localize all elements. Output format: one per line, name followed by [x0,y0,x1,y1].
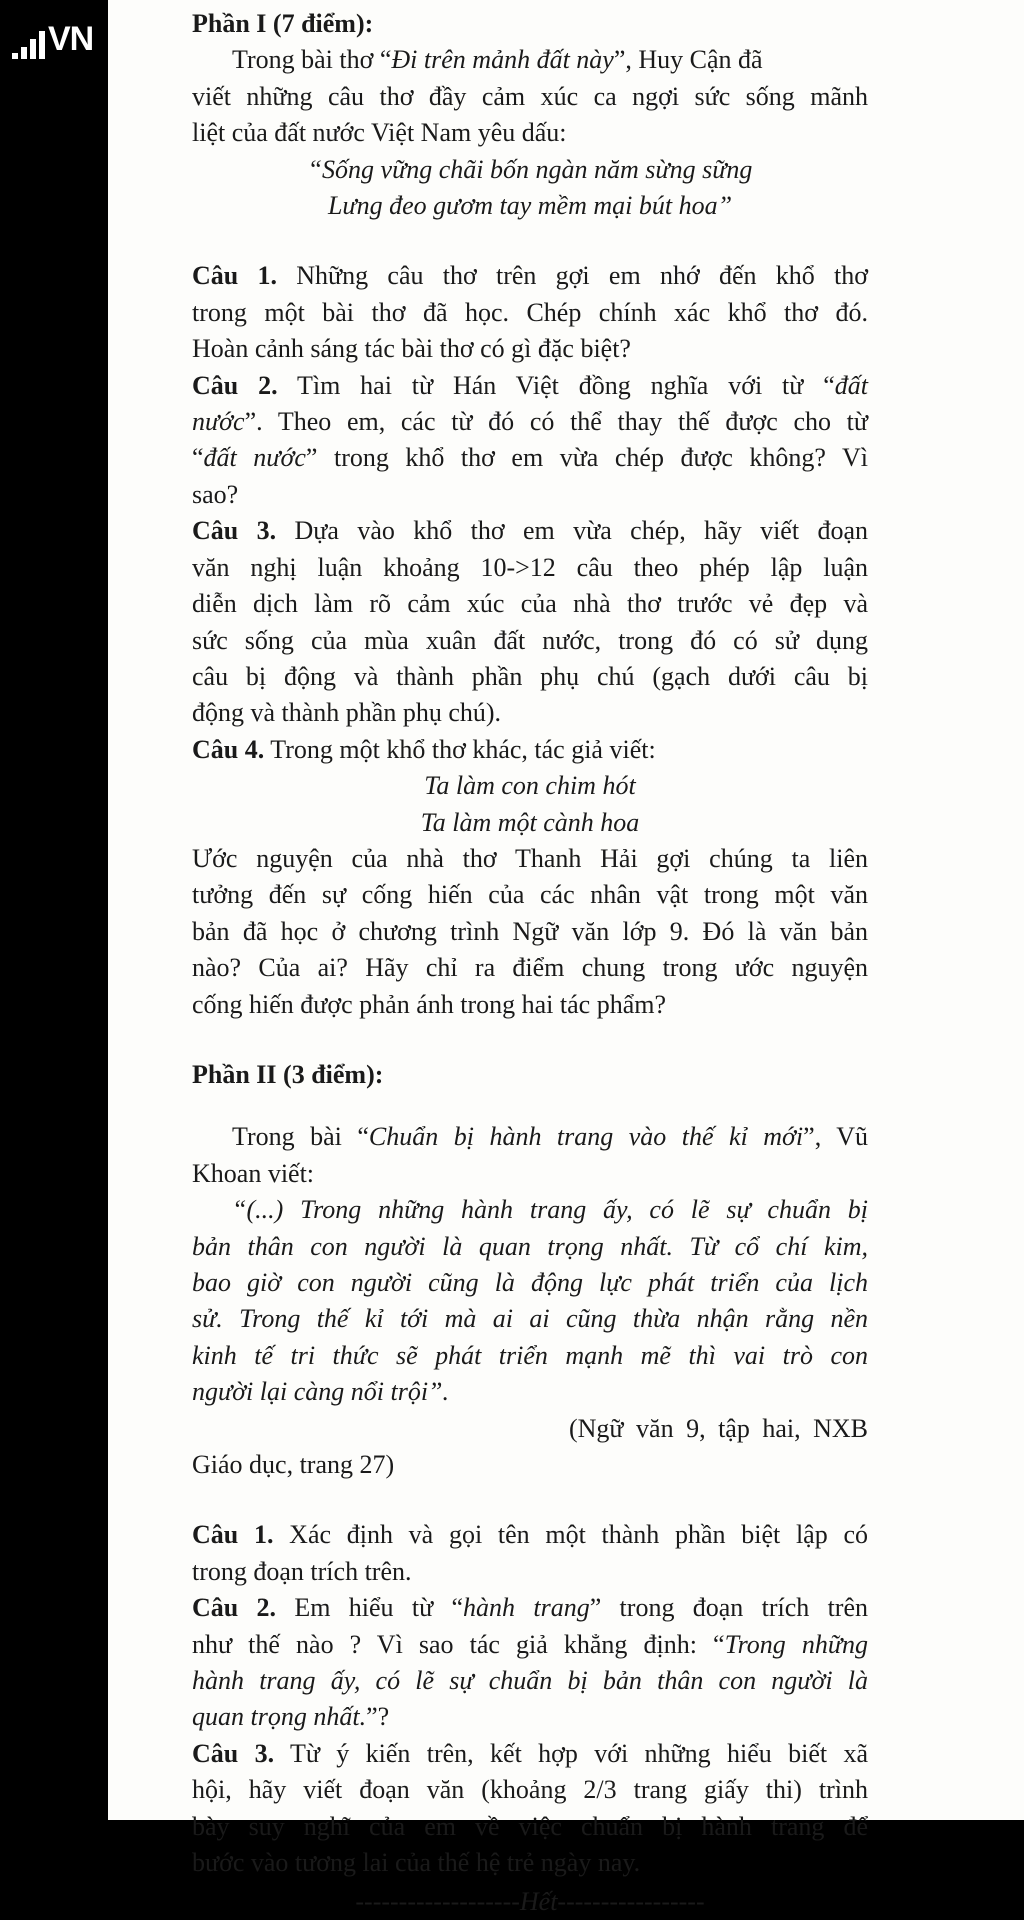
spacer [192,1023,868,1057]
question-4: Câu 4. Trong một khổ thơ khác, tác giả viết: [192,734,656,764]
essay-quote-line: người lại càng nổi trội”. [192,1377,450,1407]
part2-question-3-line: hội, hãy viết đoạn văn (khoảng 2/3 trang giấy thi) trình [192,1775,868,1805]
question-4-line: cống hiến được phản ánh trong hai tác phẩm? [192,989,667,1019]
question-3-line: văn nghị luận khoảng 10->12 câu theo phép lập luận [192,552,868,582]
essay-quote-line: sử. Trong thế kỉ tới mà ai ai cũng thừa nhận rằng nền [192,1304,868,1334]
part2-intro-line: Khoan viết: [192,1158,315,1188]
part2-question-3: Câu 3. Từ ý kiến trên, kết hợp với những hiểu biết xã [192,1738,868,1768]
poem-quote-line: “Sống vững chãi bốn ngàn năm sừng sững [307,154,753,184]
signal-indicator [12,20,93,59]
part1-intro-line: liệt của đất nước Việt Nam yêu dấu: [192,118,567,148]
essay-quote-line: kinh tế tri thức sẽ phát triển mạnh mẽ thì vai trò con [192,1340,868,1370]
source-citation: (Ngữ văn 9, tập hai, NXB [569,1413,868,1443]
spacer [192,1093,868,1119]
question-4-line: Ước nguyện của nhà thơ Thanh Hải gợi chúng ta liên [192,843,868,873]
source-citation-line: Giáo dục, trang 27) [192,1450,395,1480]
essay-quote-line: “(...) Trong những hành trang ấy, có lẽ sự chuẩn bị [232,1195,868,1225]
essay-quote-line: bản thân con người là quan trọng nhất. Từ cổ chí kim, [192,1231,868,1261]
part2-question-1: Câu 1. Xác định và gọi tên một thành phần biệt lập có [192,1520,868,1550]
verse-line: Ta làm một cành hoa [420,807,640,837]
spacer [192,1483,868,1517]
part2-question-1-line: trong đoạn trích trên. [192,1556,412,1586]
question-4-line: tưởng đến sự cống hiến của các nhân vật trong một văn [192,880,868,910]
part1-heading: Phần I (7 điểm): [192,9,374,38]
question-3-line: câu bị động và thành phần phụ chú (gạch dưới câu bị [192,661,868,691]
question-1-line: trong một bài thơ đã học. Chép chính xác khổ thơ đó. [192,297,868,327]
document-content [192,6,868,1920]
part1-intro-line: viết những câu thơ đầy cảm xúc ca ngợi sức sống mãnh [192,81,868,111]
part2-question-2: Câu 2. Em hiểu từ “hành trang” trong đoạn trích trên [192,1593,868,1623]
part2-heading: Phần II (3 điểm): [192,1059,384,1089]
verse-line: Ta làm con chim hót [424,771,636,801]
question-3-line: động và thành phần phụ chú). [192,698,502,728]
question-2-line: nước”. Theo em, các từ đó có thể thay thế được cho từ [192,407,868,437]
part2-question-3-line: bước vào tương lai của thế hệ trẻ ngày nay. [192,1848,641,1878]
part1-intro-line: Trong bài thơ “Đi trên mảnh đất này”, Huy Cận đã [232,45,763,75]
question-3: Câu 3. Dựa vào khổ thơ em vừa chép, hãy viết đoạn [192,516,868,546]
question-4-line: bản đã học ở chương trình Ngữ văn lớp 9. Đó là văn bản [192,916,868,946]
poem-quote-line: Lưng đeo gươm tay mềm mại bút hoa” [327,191,733,221]
part2-question-2-line: hành trang ấy, có lẽ sự chuẩn bị bản thân con người là [192,1666,868,1696]
question-1: Câu 1. Những câu thơ trên gợi em nhớ đến khổ thơ [192,261,868,291]
signal-bars-icon [12,20,48,59]
part2-question-2-line: như thế nào ? Vì sao tác giả khẳng định: “Trong những [192,1629,869,1659]
question-2-line: sao? [192,479,239,509]
part2-intro-line: Trong bài “Chuẩn bị hành trang vào thế kỉ mới”, Vũ [232,1122,868,1152]
question-2-line: “đất nước” trong khổ thơ em vừa chép được không? Vì [192,443,868,473]
part2-question-3-line: bày suy nghĩ của em về việc chuẩn bị hành trang để [192,1811,868,1841]
question-3-line: diễn dịch làm rõ cảm xúc của nhà thơ trước vẻ đẹp và [192,589,868,619]
question-4-line: nào? Của ai? Hãy chỉ ra điểm chung trong ước nguyện [192,953,868,983]
question-1-line: Hoàn cảnh sáng tác bài thơ có gì đặc biệt? [192,334,631,364]
part2-question-2-line: quan trọng nhất.”? [192,1702,390,1732]
essay-quote-line: bao giờ con người cũng là động lực phát triển của lịch [192,1268,868,1297]
document-page[interactable] [108,0,1024,1916]
end-mark: -------------------Hết----------------- [355,1886,705,1916]
carrier-label: VN [48,20,94,58]
question-2: Câu 2. Tìm hai từ Hán Việt đồng nghĩa với từ “đất [192,370,868,400]
spacer [192,224,868,258]
question-3-line: sức sống của mùa xuân đất nước, trong đó có sử dụng [192,625,868,655]
